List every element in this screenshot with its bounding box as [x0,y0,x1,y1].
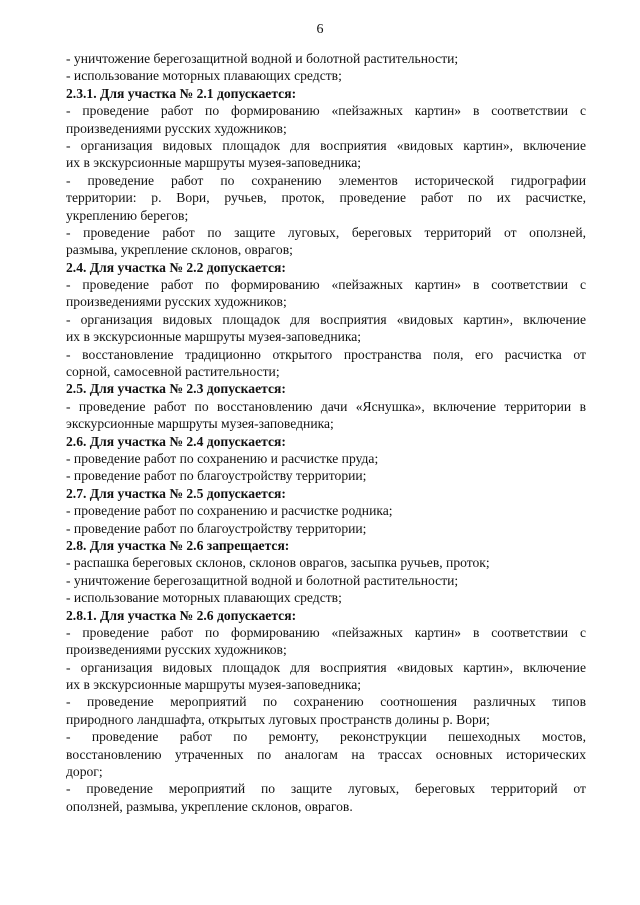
text-line: - использование моторных плавающих средств; [66,590,342,606]
text-line: - проведение мероприятий по защите луговых, береговых территорий от [66,781,586,797]
text-line: - уничтожение берегозащитной водной и болотной растительности; [66,572,459,588]
text-line: природного ландшафта, открытых луговых пространств долины р. Вори; [66,711,490,727]
text-line: - организация видовых площадок для восприятия «видовых картин», включение [66,137,586,153]
text-line: - проведение работ по сохранению и расчистке пруда; [66,450,379,466]
text-line: - проведение работ по благоустройству территории; [66,520,367,536]
text-line: экскурсионные маршруты музея-заповедника; [66,416,334,432]
text-line: - использование моторных плавающих средств; [66,68,342,84]
text-line: - проведение работ по формированию «пейзажных картин» в соответствии с [66,624,586,640]
text-line: размыва, укрепление склонов, оврагов; [66,242,293,258]
section-heading: 2.7. Для участка № 2.5 допускается: [66,485,286,501]
text-line: дорог; [66,764,103,780]
text-line: восстановлению утраченных по аналогам на трассах основных исторических [66,746,586,762]
section-heading: 2.4. Для участка № 2.2 допускается: [66,259,286,275]
text-line: укреплению берегов; [66,207,189,223]
text-line: - уничтожение берегозащитной водной и болотной растительности; [66,51,459,66]
text-line: - проведение мероприятий по сохранению соотношения различных типов [66,694,586,710]
document-body [66,50,586,815]
text-line: их в экскурсионные маршруты музея-заповедника; [66,329,362,345]
section-heading: 2.5. Для участка № 2.3 допускается: [66,381,286,397]
section-heading: 2.8.1. Для участка № 2.6 допускается: [66,607,297,623]
text-line: оползней, размыва, укрепление склонов, оврагов. [66,798,353,814]
text-line: территории: р. Вори, ручьев, проток, проведение работ по их расчистке, [66,190,586,206]
text-line: - проведение работ по формированию «пейзажных картин» в соответствии с [66,277,586,293]
text-line: произведениями русских художников; [66,120,287,136]
text-line: сорной, самосевной растительности; [66,364,280,380]
text-line: - организация видовых площадок для восприятия «видовых картин», включение [66,659,586,675]
text-line: - проведение работ по благоустройству территории; [66,468,367,484]
text-line: - проведение работ по восстановлению дачи «Яснушка», включение территории в [66,398,586,414]
text-line: их в экскурсионные маршруты музея-заповедника; [66,677,362,693]
text-line: - проведение работ по ремонту, реконструкции пешеходных мостов, [66,729,586,745]
text-line: - распашка береговых склонов, склонов оврагов, засыпка ручьев, проток; [66,555,490,571]
text-line: их в экскурсионные маршруты музея-заповедника; [66,155,362,171]
text-line: произведениями русских художников; [66,294,287,310]
page-number: 6 [316,22,324,37]
section-heading: 2.6. Для участка № 2.4 допускается: [66,433,286,449]
text-line: произведениями русских художников; [66,642,287,658]
text-line: - организация видовых площадок для восприятия «видовых картин», включение [66,311,586,327]
text-line: - проведение работ по формированию «пейзажных картин» в соответствии с [66,103,586,119]
text-line: - проведение работ по сохранению элементов исторической гидрографии [66,172,586,188]
section-heading: 2.8. Для участка № 2.6 запрещается: [66,537,290,553]
text-line: - проведение работ по сохранению и расчистке родника; [66,503,393,519]
section-heading: 2.3.1. Для участка № 2.1 допускается: [66,85,297,101]
text-line: - проведение работ по защите луговых, береговых территорий от оползней, [66,224,586,240]
text-line: - восстановление традиционно открытого пространства поля, его расчистка от [66,346,586,362]
